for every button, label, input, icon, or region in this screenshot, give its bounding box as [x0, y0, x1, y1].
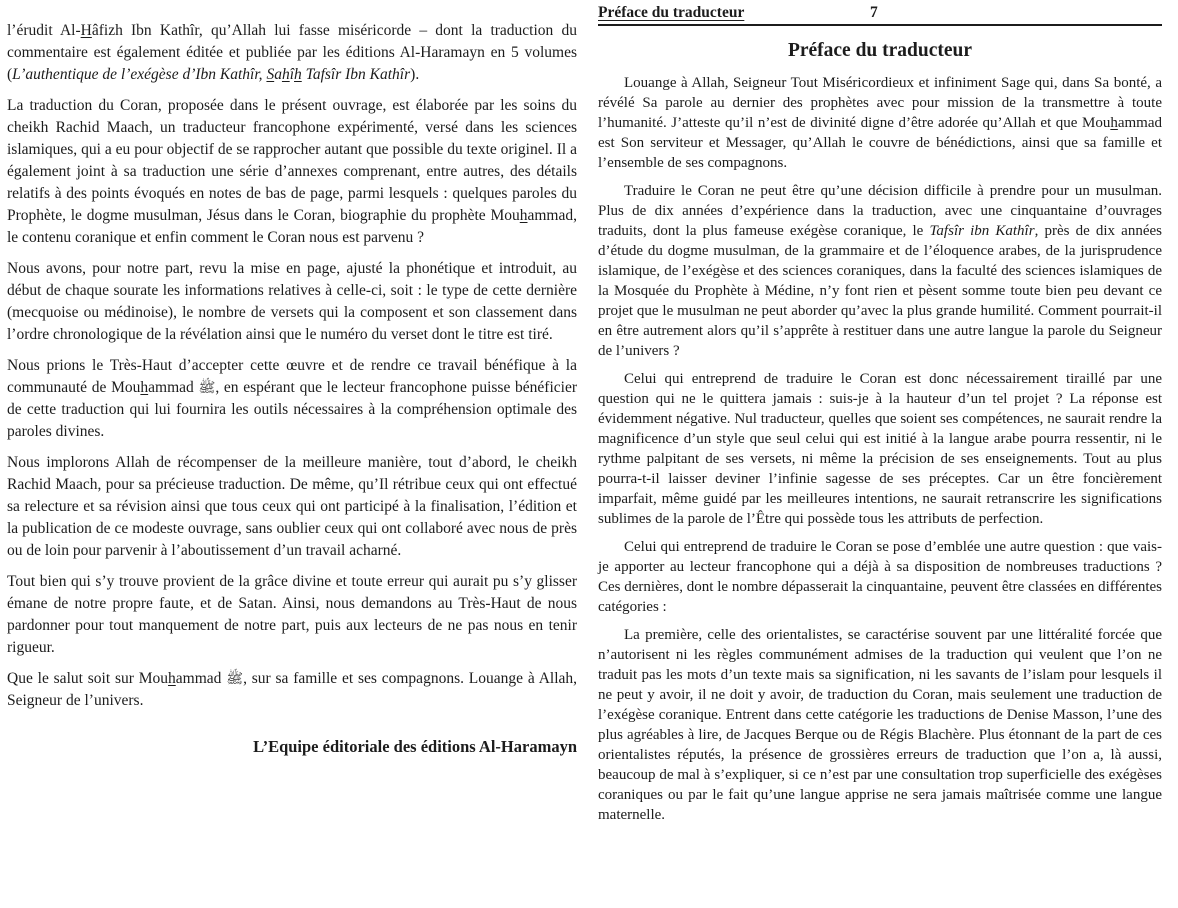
paragraph: Louange à Allah, Seigneur Tout Miséricordieux et infiniment Sage qui, dans Sa bonté, a révélé Sa parole au dernier des prophètes avec pour mission de la transmettre à toute l’humanité. J’atteste qu’il n’est de divinité digne d’être adorée qu’Allah et que Mouhammad est Son serviteur et Messager, qu’Allah le couvre de bénédictions, ainsi que sa famille et l’ensemble de ses compagnons. — [598, 75, 1162, 171]
text-run: S — [266, 66, 275, 83]
text-run: h — [294, 66, 302, 83]
text-run: H — [80, 22, 92, 39]
paragraph: Nous implorons Allah de récompenser de la meilleure manière, tout d’abord, le cheikh Rachid Maach, pour sa précieuse traduction. De même, qu’Il rétribue ceux qui ont effectué sa relecture et sa révision ainsi que tous ceux qui ont participé à la finalisation, l’édition et la publication de ce modeste ouvrage, sans oublier ceux qui ont collaboré avec nous de près ou de loin pour parvenir à l’aboutissement d’un travail acharné. — [7, 454, 577, 559]
running-header-title: Préface du traducteur — [598, 4, 745, 21]
paragraph: Traduire le Coran ne peut être qu’une décision difficile à prendre pour un musulman. Plus de dix années d’expérience dans la traduction, avec une cinquantaine d’ouvrages traduits, dont la plus fameuse exégèse coranique, le Tafsîr ibn Kathîr, près de dix années d’étude du dogme musulman, de la grammaire et de l’éloquence arabes, de la jurisprudence islamique, de l’exégèse et des sciences coraniques, dans la faculté des sciences islamiques de la Mosquée du Prophète à Médine, n’y font rien et pèsent somme toute bien peu devant ce projet que le musulman ne peut aborder qu’avec la plus grande humilité. Comment pourrait-il en être autrement alors qu’il s’apprête à restituer dans une autre langue la parole du Seigneur de l’univers ? — [598, 183, 1162, 359]
paragraph: Nous avons, pour notre part, revu la mise en page, ajusté la phonétique et introduit, au début de chaque sourate les informations relatives à celle-ci, soit : le type de cette dernière (mecquoise ou médinoise), le nombre de versets qui la composent et son classement dans l’ordre chronologique de la révélation ainsi que le numéro du verset dont le titre est tiré. — [7, 260, 577, 343]
text-run: î — [289, 66, 294, 83]
text-run: h — [168, 670, 176, 687]
pbuh-symbol: ﷺ — [226, 671, 244, 687]
pbuh-symbol: ﷺ — [198, 380, 216, 396]
paragraph: Celui qui entreprend de traduire le Coran se pose d’emblée une autre question : que vais-je apporter au lecteur francophone qui a déjà à sa disposition de nombreuses traductions ? Ces dernières, dont le nombre dépasserait la cinquantaine, peuvent être classées en différentes catégories : — [598, 539, 1162, 615]
text-run: h — [1110, 115, 1118, 131]
text-run: Tafsîr ibn Kathîr — [929, 223, 1035, 239]
text-run: Tafsîr Ibn Kathîr — [301, 66, 411, 83]
right-page-text — [598, 73, 1162, 825]
paragraph: Celui qui entreprend de traduire le Coran est donc nécessairement tiraillé par une question qui ne le quittera jamais : suis-je à la hauteur d’un tel projet ? La réponse est évidemment négative. Nul traducteur, quelles que soient ses compétences, ne saurait rendre la magnificence d’un style que seul celui qui est initié à la langue arabe pourra ressentir, ni le rythme palpitant de ses versets, ni même la précision de ses enseignements. Tout au plus pourra-t-il laisser deviner l’infinie sagesse de ses préceptes. Car un être foncièrement imparfait, même guidé par les meilleures intentions, ne saurait retranscrire les significations sublimes de la parole de l’Être qui possède tous les attributs de perfection. — [598, 371, 1162, 527]
left-page — [7, 20, 577, 758]
page-title: Préface du traducteur — [787, 40, 973, 61]
text-run: h — [519, 207, 528, 224]
paragraph: La première, celle des orientalistes, se caractérise souvent par une littéralité forcée que n’autorisent ni les règles communément admises de la traduction qui veulent que l’on ne traduit pas les mots d’un texte mais sa signification, ni les savants de l’islam pour lesquels il ne peut y avoir, il ne doit y avoir, de traduction du Coran, mais seulement une traduction de l’exégèse coranique. Entrent dans cette catégorie les traductions de Denise Masson, l’une des plus agréables à lire, de Jacques Berque ou de Régis Blachère. Plus étonnant de la part de ces orientalistes réputés, la présence de grossières erreurs de traduction que l’on a, là aussi, beaucoup de mal à s’expliquer, si ce n’est par une consultation trop superficielle des exégèses coraniques ou par le fait qu’une langue apprise ne sera jamais maîtrisée comme une langue maternelle. — [598, 627, 1162, 823]
running-header — [598, 4, 1162, 26]
paragraph: La traduction du Coran, proposée dans le présent ouvrage, est élaborée par les soins du cheikh Rachid Maach, un traducteur francophone expérimenté, versé dans les sciences islamiques, qui a eu pour objectif de se rapprocher autant que possible du texte originel. Il a également joint à sa traduction une série d’annexes comprenant, entre autres, des détails relatifs à des points évoqués en notes de bas de page, parmi lesquels : quelques paroles du Prophète, le dogme musulman, Jésus dans le Coran, biographie du prophète Mouhammad, le contenu coranique et enfin comment le Coran nous est parvenu ? — [7, 97, 577, 246]
left-page-text — [7, 20, 577, 712]
right-page — [598, 4, 1162, 833]
paragraph: Nous prions le Très-Haut d’accepter cette œuvre et de rendre ce travail bénéfique à la communauté de Mouhammad ﷺ, en espérant que le lecteur francophone puisse bénéficier de cette traduction qui lui fournira les outils nécessaires à la compréhension optimale des paroles divines. — [7, 357, 577, 440]
page-number: 7 — [870, 4, 878, 21]
text-run: L’authentique de l’exégèse d’Ibn Kathîr, — [12, 66, 267, 83]
paragraph: Tout bien qui s’y trouve provient de la grâce divine et toute erreur qui aurait pu s’y glisser émane de notre propre faute, et de Satan. Ainsi, nous demandons au Très-Haut de nous pardonner pour tout manquement de notre part, puis aux lecteurs de ne pas nous en tenir rigueur. — [7, 573, 577, 656]
paragraph: l’érudit Al-Hâfizh Ibn Kathîr, qu’Allah lui fasse miséricorde – dont la traduction du commentaire est également éditée et publiée par les éditions Al-Haramayn en 5 volumes (L’authentique de l’exégèse d’Ibn Kathîr, Sahîh Tafsîr Ibn Kathîr). — [7, 22, 577, 83]
paragraph: Que le salut soit sur Mouhammad ﷺ, sur sa famille et ses compagnons. Louange à Allah, Seigneur de l’univers. — [7, 670, 578, 709]
editorial-signature: L’Equipe éditoriale des éditions Al-Haramayn — [253, 737, 577, 756]
text-run: h — [281, 66, 290, 83]
text-run: h — [140, 379, 149, 396]
text-run: a — [274, 66, 282, 83]
